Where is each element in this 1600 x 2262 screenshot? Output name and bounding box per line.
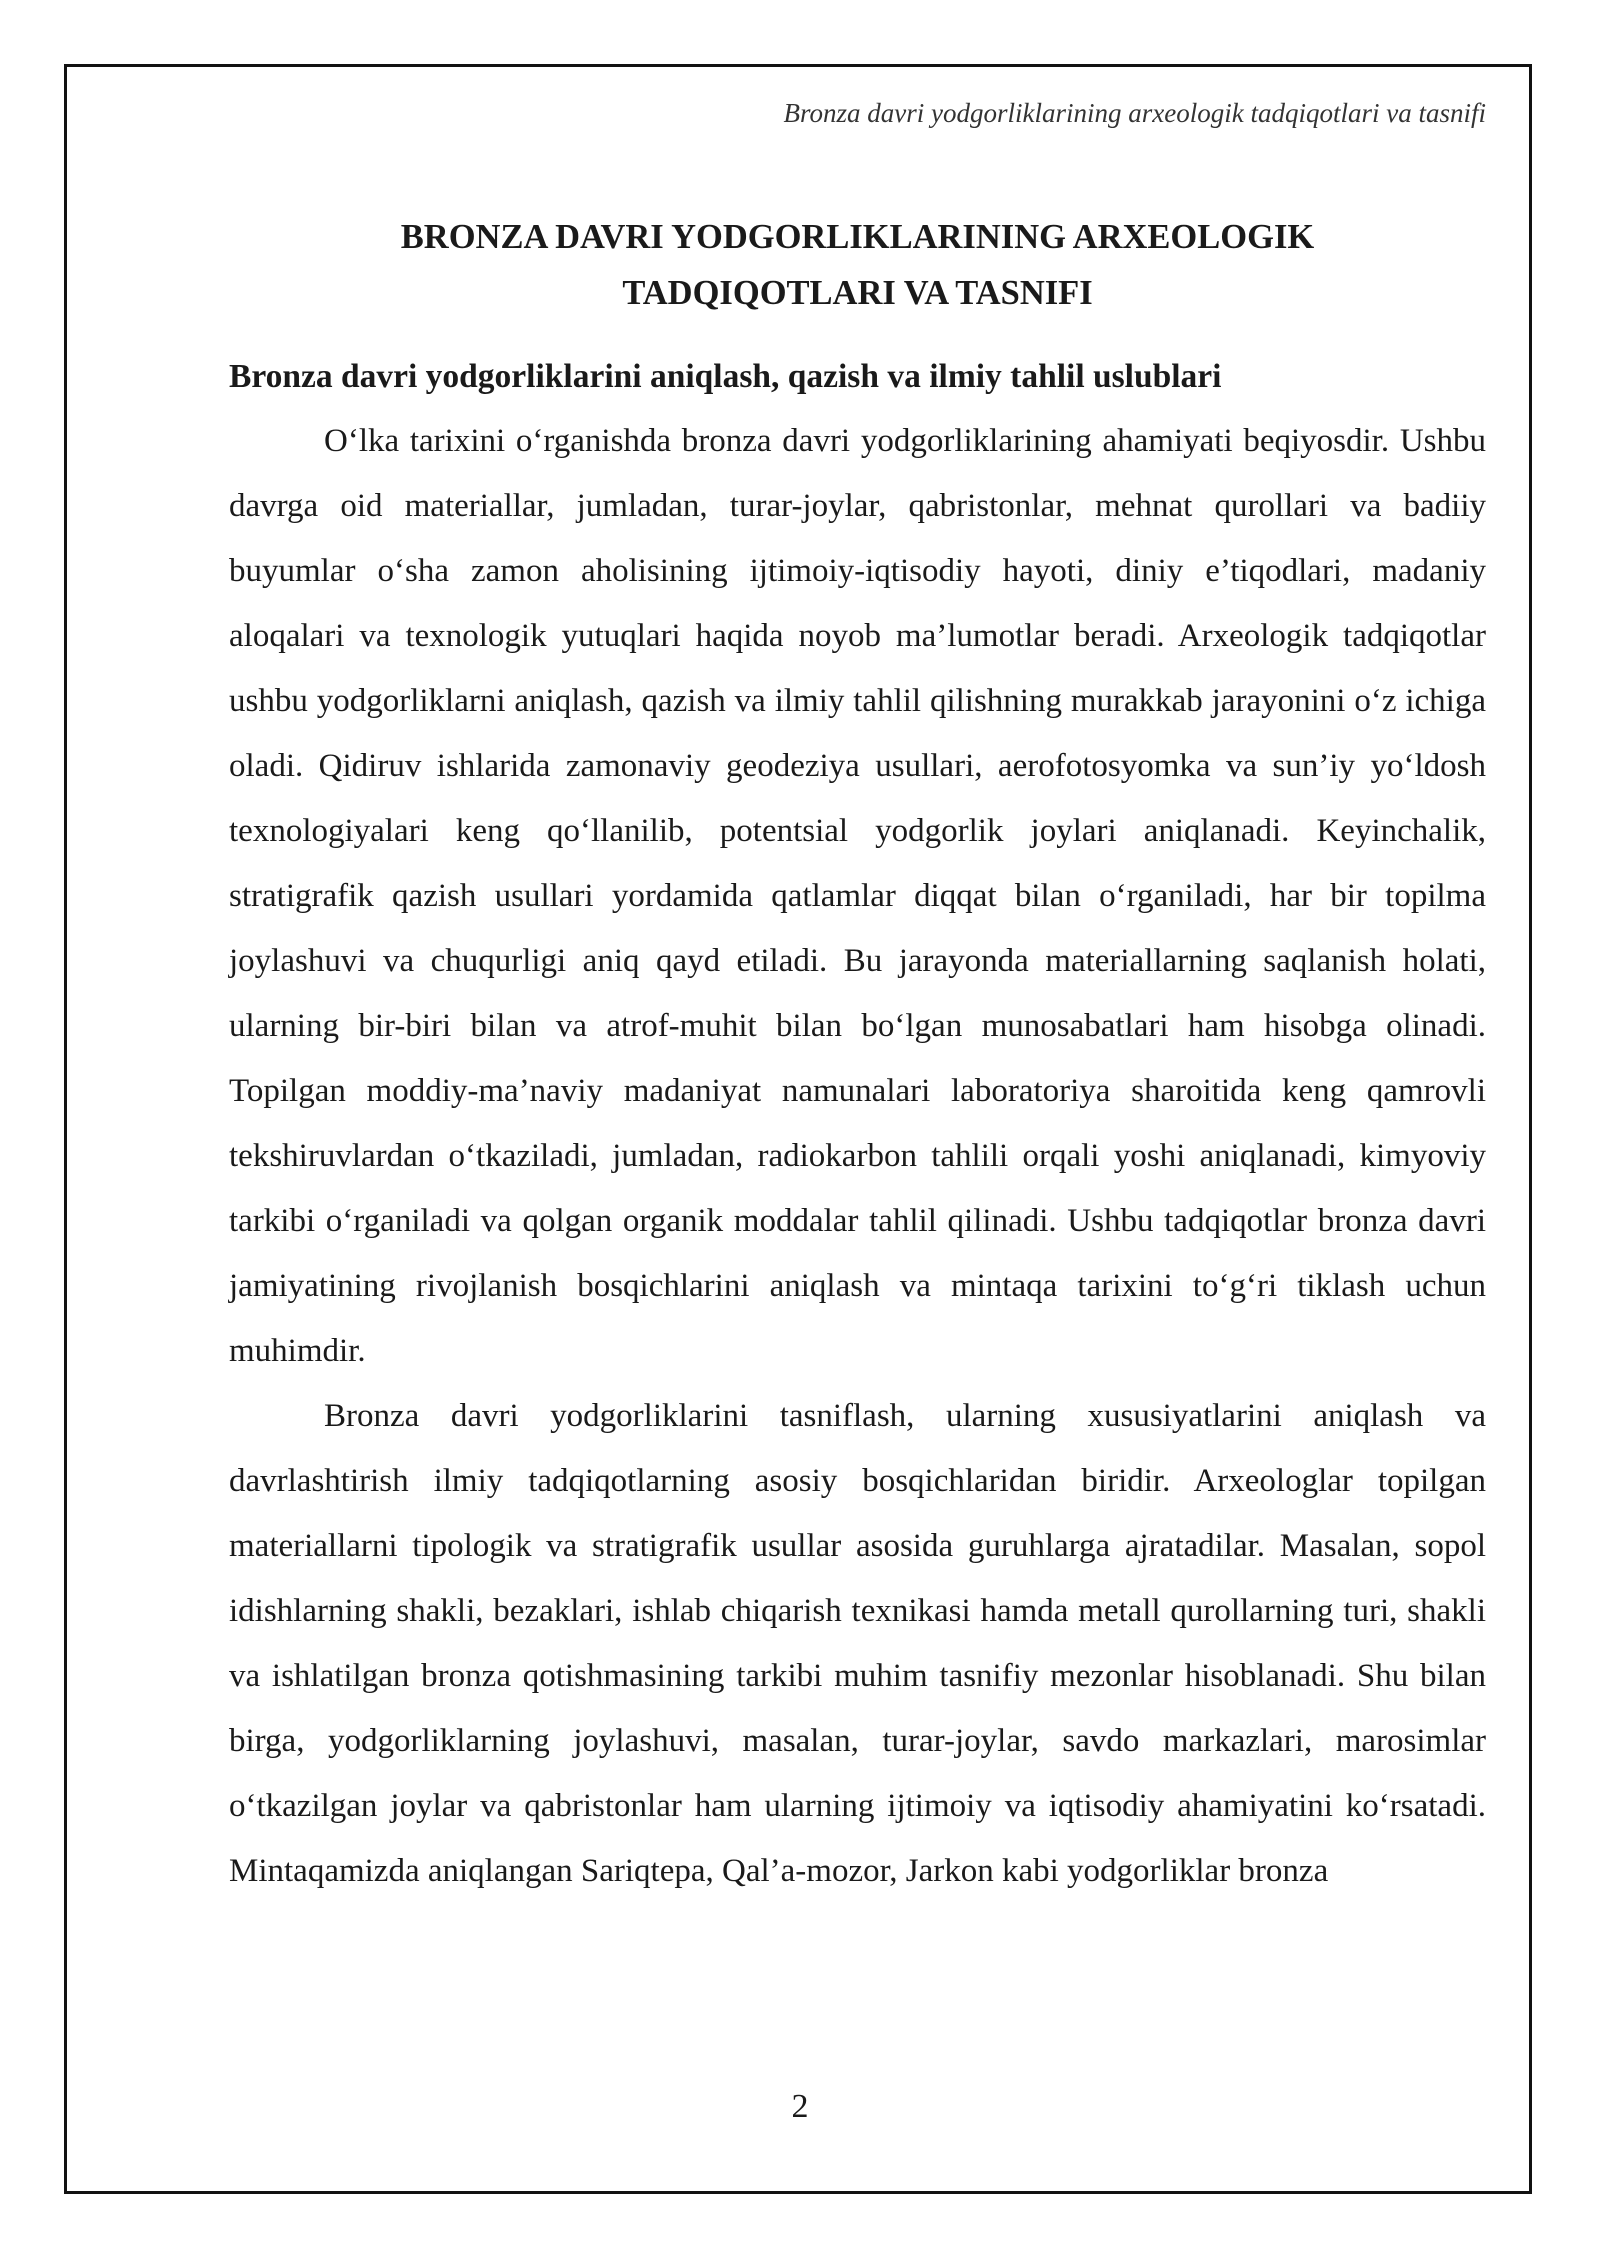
page-content xyxy=(229,210,1486,1904)
page-number: 2 xyxy=(791,2088,809,2125)
document-title-line-2: TADQIQOTLARI VA TASNIFI xyxy=(622,273,1093,312)
running-header: Bronza davri yodgorliklarining arxeologik tadqiqotlari va tasnifi xyxy=(783,98,1486,128)
section-heading: Bronza davri yodgorliklarini aniqlash, qazish va ilmiy tahlil uslublari xyxy=(229,358,1222,396)
document-title-line-1: BRONZA DAVRI YODGORLIKLARINING ARXEOLOGIK xyxy=(400,218,1315,256)
body-paragraph-1: O‘lka tarixini o‘rganishda bronza davri yodgorliklarining ahamiyati beqiyosdir. Ushbu davrga oid materiallar, jumladan, turar-joylar, qabristonlar, mehnat qurollari va badiiy buyumlar o‘sha zamon aholisining ijtimoiy-iqtisodiy hayoti, diniy e’tiqodlari, madaniy aloqalari va texnologik yutuqlari haqida noyob ma’lumotlar beradi. Arxeologik tadqiqotlar ushbu yodgorliklarni aniqlash, qazish va ilmiy tahlil qilishning murakkab jarayonini o‘z ichiga oladi. Qidiruv ishlarida zamonaviy geodeziya usullari, aerofotosyomka va sun’iy yo‘ldosh texnologiyalari keng qo‘llanilib, potentsial yodgorlik joylari aniqlanadi. Keyinchalik, stratigrafik qazish usullari yordamida qatlamlar diqqat bilan o‘rganiladi, har bir topilma joylashuvi va chuqurligi aniq qayd etiladi. Bu jarayonda materiallarning saqlanish holati, ularning bir-biri bilan va atrof-muhit bilan bo‘lgan munosabatlari ham hisobga olinadi. Topilgan moddiy-ma’naviy madaniyat namunalari laboratoriya sharoitida keng qamrovli tekshiruvlardan o‘tkaziladi, jumladan, radiokarbon tahlili orqali yoshi aniqlanadi, kimyoviy tarkibi o‘rganiladi va qolgan organik moddalar tahlil qilinadi. Ushbu tadqiqotlar bronza davri jamiyatining rivojlanish bosqichlarini aniqlash va mintaqa tarixini to‘g‘ri tiklash uchun muhimdir. xyxy=(229,422,1486,1369)
document-title xyxy=(229,210,1486,321)
body-paragraph-2: Bronza davri yodgorliklarini tasniflash, ularning xususiyatlarini aniqlash va davrlashtirish ilmiy tadqiqotlarning asosiy bosqichlaridan biridir. Arxeologlar topilgan materiallarni tipologik va stratigrafik usullar asosida guruhlarga ajratadilar. Masalan, sopol idishlarning shakli, bezaklari, ishlab chiqarish texnikasi hamda metall qurollarning turi, shakli va ishlatilgan bronza qotishmasining tarkibi muhim tasnifiy mezonlar hisoblanadi. Shu bilan birga, yodgorliklarning joylashuvi, masalan, turar-joylar, savdo markazlari, marosimlar o‘tkazilgan joylar va qabristonlar ham ularning ijtimoiy va iqtisodiy ahamiyatini ko‘rsatadi. Mintaqamizda aniqlangan Sariqtepa, Qal’a-mozor, Jarkon kabi yodgorliklar bronza xyxy=(229,1397,1486,1889)
